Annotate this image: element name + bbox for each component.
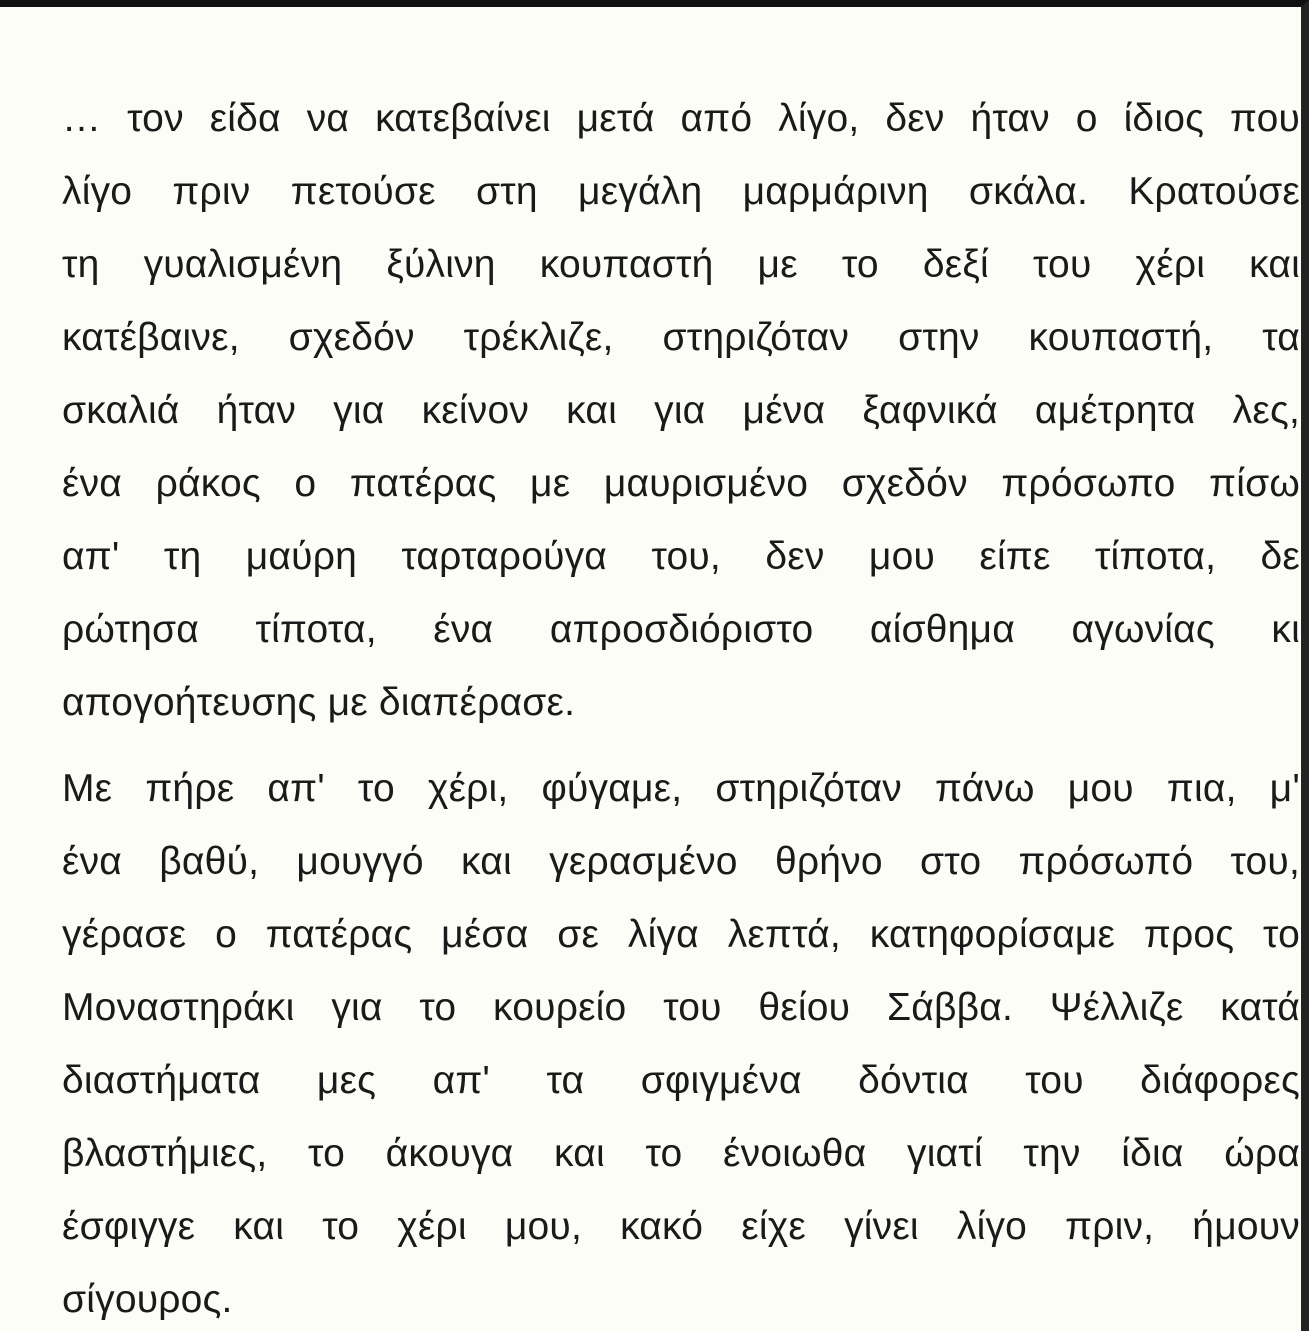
- paragraph-line: τη γυαλισμένη ξύλινη κουπαστή με το δεξί του χέρι και: [62, 243, 1300, 286]
- paragraph-line: κατέβαινε, σχεδόν τρέκλιζε, στηριζόταν στην κουπαστή, τα: [62, 316, 1300, 359]
- paragraph-line: έσφιγγε και το χέρι μου, κακό είχε γίνει λίγο πριν, ήμουν: [62, 1205, 1300, 1248]
- paragraph-line: βλαστήμιες, το άκουγα και το ένοιωθα γιατί την ίδια ώρα: [62, 1132, 1300, 1175]
- paragraph-line: σκαλιά ήταν για κείνον και για μένα ξαφνικά αμέτρητα λες,: [62, 389, 1300, 432]
- paragraph-line: γέρασε ο πατέρας μέσα σε λίγα λεπτά, κατηφορίσαμε προς το: [62, 913, 1300, 956]
- paragraph-line: λίγο πριν πετούσε στη μεγάλη μαρμάρινη σκάλα. Κρατούσε: [62, 170, 1300, 213]
- paragraph-line: σίγουρος.: [62, 1278, 233, 1321]
- paragraph-line: ένα βαθύ, μουγγό και γερασμένο θρήνο στο πρόσωπό του,: [62, 840, 1300, 883]
- paragraph-line: απογοήτευσης με διαπέρασε.: [62, 681, 576, 724]
- paragraph-line: Με πήρε απ' το χέρι, φύγαμε, στηριζόταν πάνω μου πια, μ': [62, 767, 1300, 810]
- paragraph-line: Μοναστηράκι για το κουρείο του θείου Σάββα. Ψέλλιζε κατά: [62, 986, 1300, 1029]
- paragraph-line: διαστήματα μες απ' τα σφιγμένα δόντια του διάφορες: [62, 1059, 1300, 1102]
- paragraph-line: ρώτησα τίποτα, ένα απροσδιόριστο αίσθημα αγωνίας κι: [62, 608, 1300, 651]
- paragraph-line: ένα ράκος ο πατέρας με μαυρισμένο σχεδόν πρόσωπο πίσω: [62, 462, 1300, 505]
- paragraph-line: απ' τη μαύρη ταρταρούγα του, δεν μου είπε τίποτα, δε: [62, 535, 1300, 578]
- paragraph-line: … τον είδα να κατεβαίνει μετά από λίγο, δεν ήταν ο ίδιος που: [62, 97, 1300, 140]
